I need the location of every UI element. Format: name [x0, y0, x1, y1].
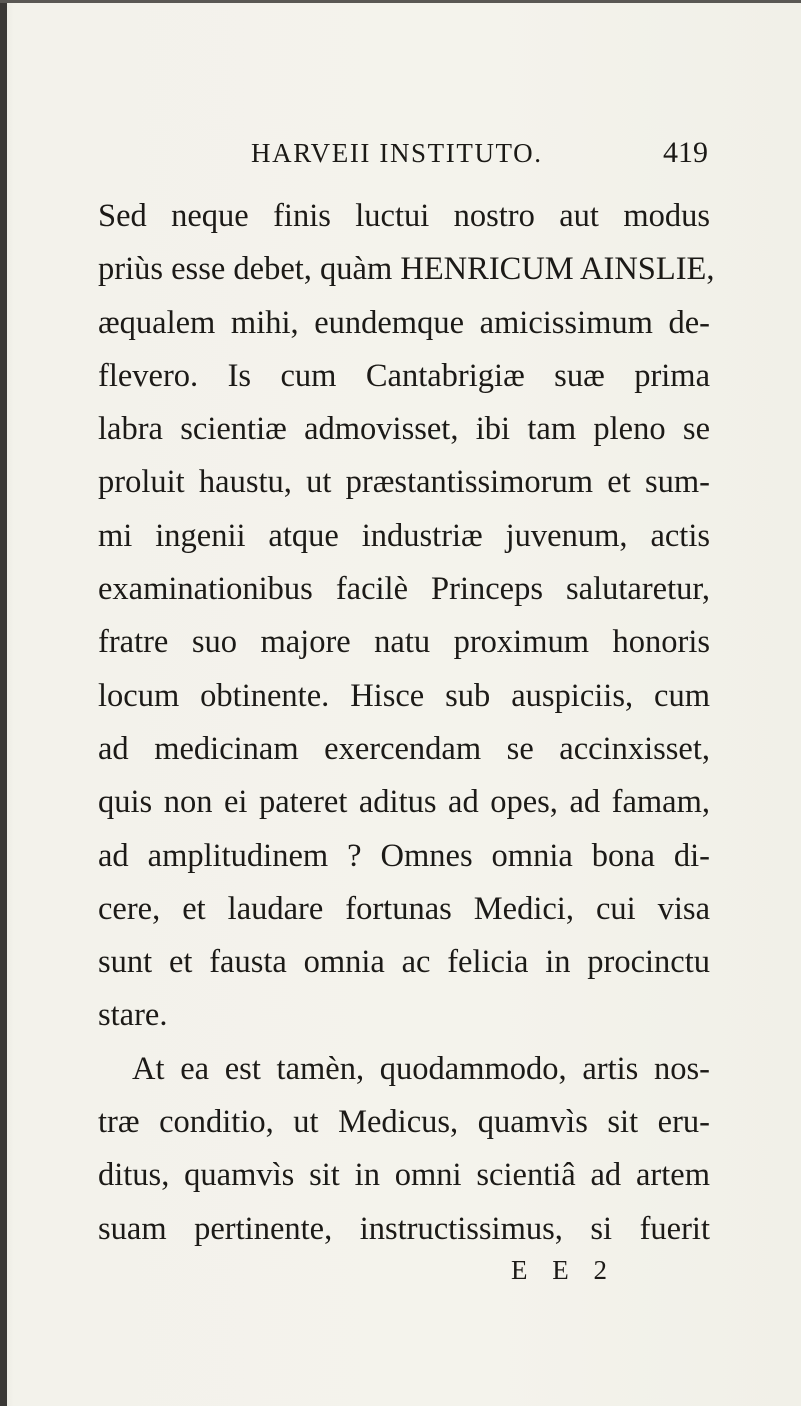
page-number: 419 [663, 136, 708, 169]
text-line-17: At ea est tamèn, quodammodo, artis nos- [132, 1050, 710, 1087]
text-line-5: labra scientiæ admovisset, ibi tam pleno se [98, 411, 710, 448]
text-line-8: examinationibus facilè Princeps salutaretur, [98, 571, 710, 608]
text-line-1: Sed neque finis luctui nostro aut modus [98, 198, 710, 234]
page-header [0, 138, 801, 178]
text-line-11: ad medicinam exercendam se accinxisset, [98, 730, 710, 767]
text-line-16: stare. [98, 997, 168, 1034]
text-line-2: priùs esse debet, quàm HENRICUM AINSLIE, [98, 251, 715, 288]
text-line-13: ad amplitudinem ? Omnes omnia bona di- [98, 837, 710, 874]
text-line-9: fratre suo majore natu proximum honoris [98, 624, 710, 661]
text-line-14: cere, et laudare fortunas Medici, cui visa [98, 890, 710, 927]
text-line-20: suam pertinente, instructissimus, si fuerit [98, 1210, 710, 1247]
text-line-6: proluit haustu, ut præstantissimorum et sum- [98, 464, 710, 501]
text-line-4: flevero. Is cum Cantabrigiæ suæ prima [98, 357, 710, 394]
text-line-12: quis non ei pateret aditus ad opes, ad famam, [98, 784, 710, 821]
text-line-7: mi ingenii atque industriæ juvenum, actis [98, 517, 710, 554]
binding-shadow [0, 0, 7, 1406]
running-title: HARVEII INSTITUTO. [251, 138, 543, 168]
text-line-10: locum obtinente. Hisce sub auspiciis, cum [98, 677, 710, 714]
text-line-18: træ conditio, ut Medicus, quamvìs sit eru- [98, 1104, 710, 1141]
text-line-15: sunt et fausta omnia ac felicia in procinctu [98, 944, 710, 981]
text-line-19: ditus, quamvìs sit in omni scientiâ ad artem [98, 1157, 710, 1194]
signature-mark: E E 2 [511, 1255, 616, 1285]
page-top-edge [0, 0, 801, 3]
body-text [98, 190, 715, 1256]
text-line-3: æqualem mihi, eundemque amicissimum de- [98, 304, 710, 341]
